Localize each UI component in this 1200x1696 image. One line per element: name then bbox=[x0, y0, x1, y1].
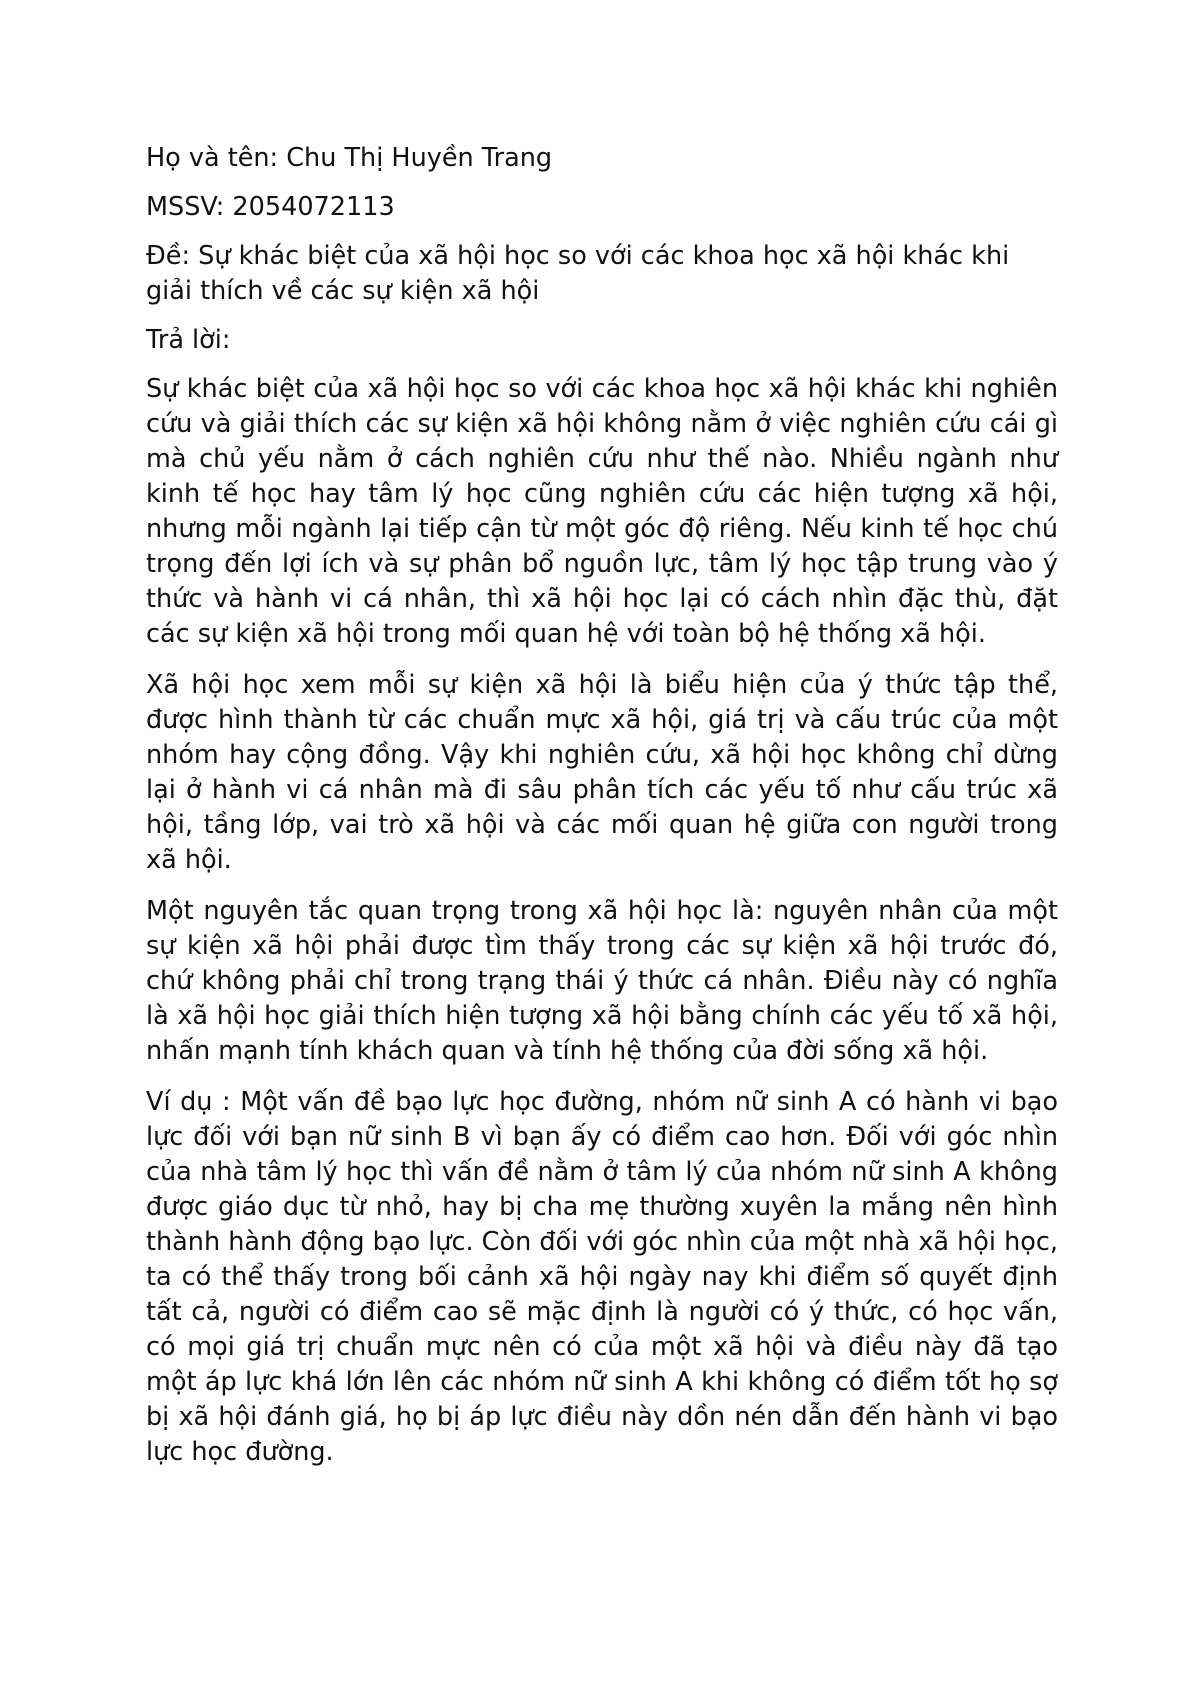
student-id-line: MSSV: 2054072113 bbox=[146, 192, 395, 222]
document-content bbox=[146, 141, 1058, 1470]
student-name-line: Họ và tên: Chu Thị Huyền Trang bbox=[146, 143, 553, 173]
paragraph-2: Xã hội học xem mỗi sự kiện xã hội là biểu hiện của ý thức tập thể, được hình thành từ các chuẩn mực xã hội, giá trị và cấu trúc của một nhóm hay cộng đồng. Vậy khi nghiên cứu, xã hội học không chỉ dừng lại ở hành vi cá nhân mà đi sâu phân tích các yếu tố như cấu trúc xã hội, tầng lớp, vai trò xã hội và các mối quan hệ giữa con người trong xã hội. bbox=[146, 670, 1058, 875]
topic-line: Đề: Sự khác biệt của xã hội học so với các khoa học xã hội khác khi giải thích về các sự kiện xã hội bbox=[146, 241, 1010, 306]
paragraph-3: Một nguyên tắc quan trọng trong xã hội học là: nguyên nhân của một sự kiện xã hội phải được tìm thấy trong các sự kiện xã hội trước đó, chứ không phải chỉ trong trạng thái ý thức cá nhân. Điều này có nghĩa là xã hội học giải thích hiện tượng xã hội bằng chính các yếu tố xã hội, nhấn mạnh tính khách quan và tính hệ thống của đời sống xã hội. bbox=[146, 896, 1058, 1066]
paragraph-4: Ví dụ : Một vấn đề bạo lực học đường, nhóm nữ sinh A có hành vi bạo lực đối với bạn nữ sinh B vì bạn ấy có điểm cao hơn. Đối với góc nhìn của nhà tâm lý học thì vấn đề nằm ở tâm lý của nhóm nữ sinh A không được giáo dục từ nhỏ, hay bị cha mẹ thường xuyên la mắng nên hình thành hành động bạo lực. Còn đối với góc nhìn của một nhà xã hội học, ta có thể thấy trong bối cảnh xã hội ngày nay khi điểm số quyết định tất cả, người có điểm cao sẽ mặc định là người có ý thức, có học vấn, có mọi giá trị chuẩn mực nên có của một xã hội và điều này đã tạo một áp lực khá lớn lên các nhóm nữ sinh A khi không có điểm tốt họ sợ bị xã hội đánh giá, họ bị áp lực điều này dồn nén dẫn đến hành vi bạo lực học đường. bbox=[146, 1087, 1058, 1467]
paragraph-1: Sự khác biệt của xã hội học so với các khoa học xã hội khác khi nghiên cứu và giải thích các sự kiện xã hội không nằm ở việc nghiên cứu cái gì mà chủ yếu nằm ở cách nghiên cứu như thế nào. Nhiều ngành như kinh tế học hay tâm lý học cũng nghiên cứu các hiện tượng xã hội, nhưng mỗi ngành lại tiếp cận từ một góc độ riêng. Nếu kinh tế học chú trọng đến lợi ích và sự phân bổ nguồn lực, tâm lý học tập trung vào ý thức và hành vi cá nhân, thì xã hội học lại có cách nhìn đặc thù, đặt các sự kiện xã hội trong mối quan hệ với toàn bộ hệ thống xã hội. bbox=[146, 374, 1058, 649]
answer-label: Trả lời: bbox=[146, 325, 231, 355]
